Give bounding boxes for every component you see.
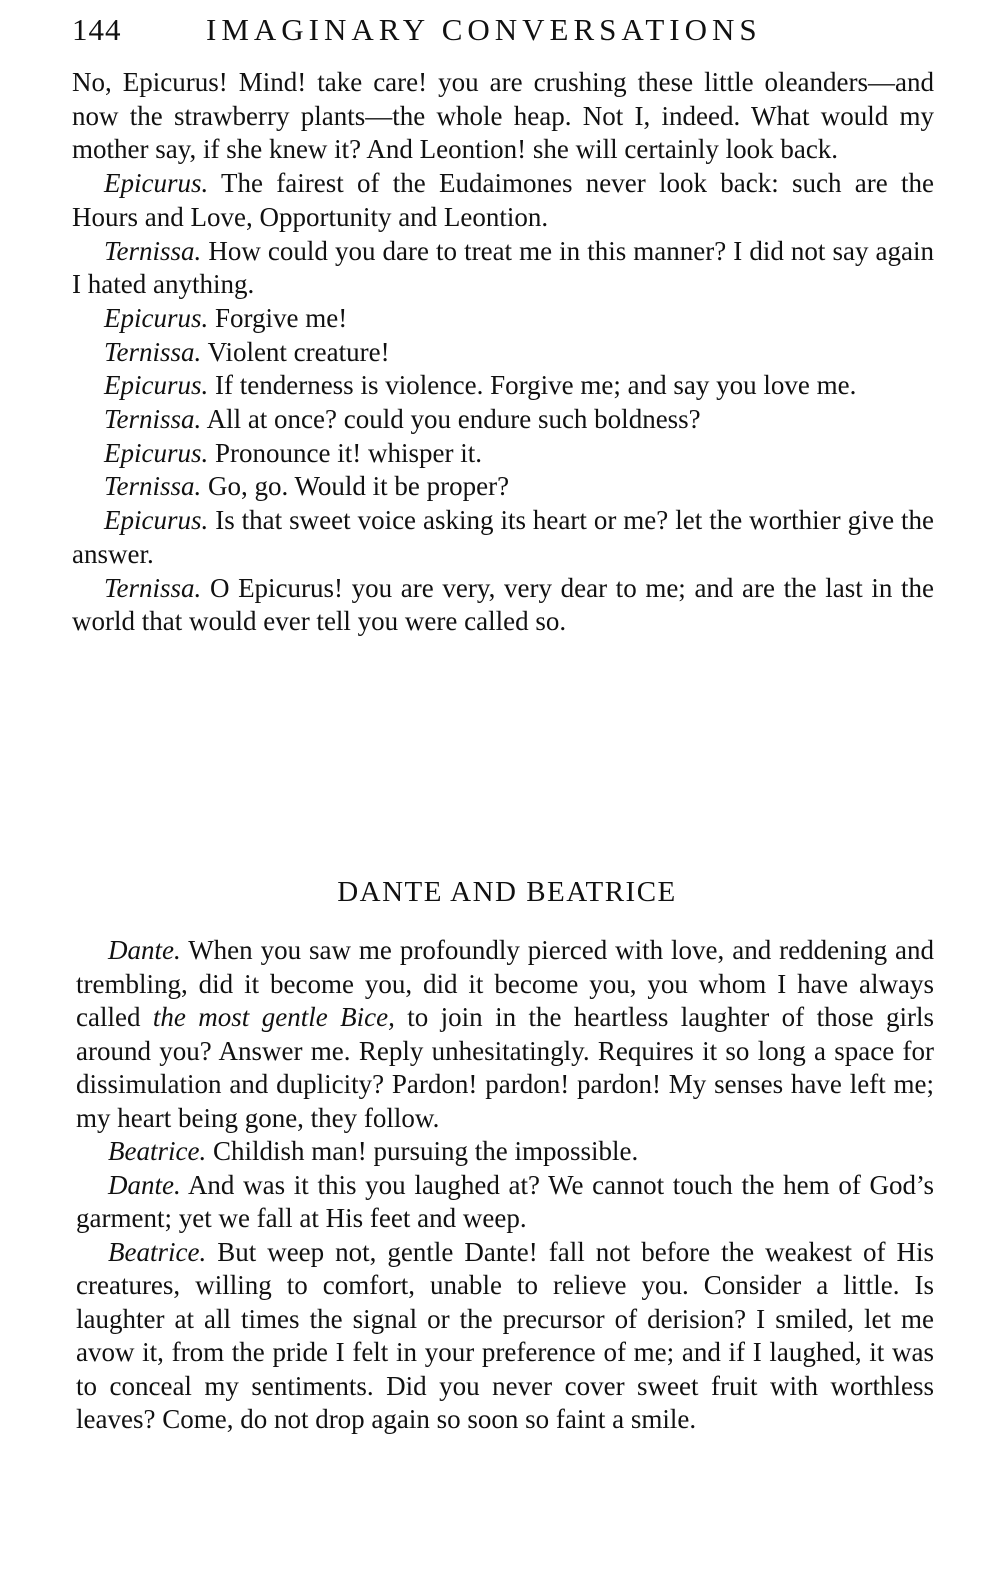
dialogue-line: [72, 167, 934, 234]
speech-text: But weep not, gentle Dante! fall not before the weakest of His creatures, willing to comfort, unable to relieve you. Consider a little. Is laughter at all times the signal or the precursor of derision? I smiled, let me avow it, from the pride I felt in your preference of me; and if I laughed, it was to conceal my sentiments. Did you never cover sweet fruit with worthless leaves? Come, do not drop again so soon so faint a smile.: [76, 1236, 935, 1434]
dialogue-line: [76, 934, 934, 1135]
opening-paragraph: No, Epicurus! Mind! take care! you are crushing these little oleanders—and now the strawberry plants—the whole heap. Not I, indeed. What would my mother say, if she knew it? And Leontion! she will certainly look back.: [72, 67, 934, 165]
dialogue-line: [72, 572, 934, 639]
dialogue-line: [76, 1236, 934, 1437]
speech-emphasis: the most gentle Bice,: [152, 1002, 395, 1032]
speaker-name: Epicurus.: [104, 437, 209, 468]
running-title: IMAGINARY CONVERSATIONS: [206, 12, 762, 47]
page-number: 144: [72, 12, 122, 47]
speech-text: When you saw me profoundly pierced with love, and reddening and trembling, did it become you, did it become you, you whom I have always called: [76, 935, 934, 1032]
speaker-name: Beatrice.: [108, 1136, 207, 1166]
speech-text: The fairest of the Eudaimones never look back: such are the Hours and Love, Opportunity and Leontion.: [72, 168, 935, 232]
dialogue-line: [72, 235, 934, 302]
dialogue-line: [72, 336, 934, 370]
speech-text: Pronounce it! whisper it.: [215, 437, 482, 468]
speaker-name: Epicurus.: [104, 370, 209, 401]
speaker-name: Ternissa.: [104, 572, 202, 603]
speech-text: to join in the heartless laughter of those girls around you? Answer me. Reply unhesitatingly. Requires it so long a space for dissimulation and duplicity? Pardon! pardon! pardon! My senses have left me; my heart being gone, they follow.: [76, 1002, 934, 1133]
speech-text: If tenderness is violence. Forgive me; and say you love me.: [215, 370, 857, 401]
speaker-name: Ternissa.: [104, 471, 202, 502]
speaker-name: Dante.: [108, 935, 181, 965]
speech-text: All at once? could you endure such boldness?: [206, 404, 701, 435]
speech-text: Is that sweet voice asking its heart or me? let the worthier give the answer.: [72, 505, 935, 569]
speaker-name: Epicurus.: [104, 505, 209, 536]
speaker-name: Dante.: [108, 1169, 181, 1200]
dialogue-line: [76, 1135, 934, 1169]
speech-text: Violent creature!: [207, 336, 390, 367]
section-heading: DANTE AND BEATRICE: [337, 876, 677, 908]
dialogue-line: [72, 403, 934, 437]
speaker-name: Epicurus.: [104, 168, 209, 199]
speaker-name: Beatrice.: [108, 1236, 207, 1267]
speaker-name: Ternissa.: [104, 404, 202, 435]
speech-text: Go, go. Would it be proper?: [208, 471, 510, 502]
speech-text: Childish man! pursuing the impossible.: [212, 1136, 639, 1166]
dialogue-line: [72, 302, 934, 336]
dialogue-epicurus-ternissa: [72, 66, 934, 639]
dialogue-line: [72, 504, 934, 571]
speech-text: O Epicurus! you are very, very dear to me; and are the last in the world that would ever tell you were called so.: [72, 572, 935, 637]
dialogue-line: [72, 470, 934, 504]
dialogue-line: [72, 437, 934, 471]
running-head: [72, 8, 932, 52]
speaker-name: Ternissa.: [104, 336, 202, 367]
speech-text: Forgive me!: [215, 302, 348, 333]
dialogue-line: [76, 1169, 934, 1236]
dialogue-dante-beatrice: [76, 934, 934, 1437]
speech-text: How could you dare to treat me in this manner? I did not say again I hated anything.: [72, 235, 934, 300]
dialogue-line: [72, 369, 934, 403]
speaker-name: Epicurus.: [104, 302, 209, 333]
speech-text: And was it this you laughed at? We cannot touch the hem of God’s garment; yet we fall at His feet and weep.: [76, 1169, 934, 1233]
speaker-name: Ternissa.: [104, 235, 202, 266]
